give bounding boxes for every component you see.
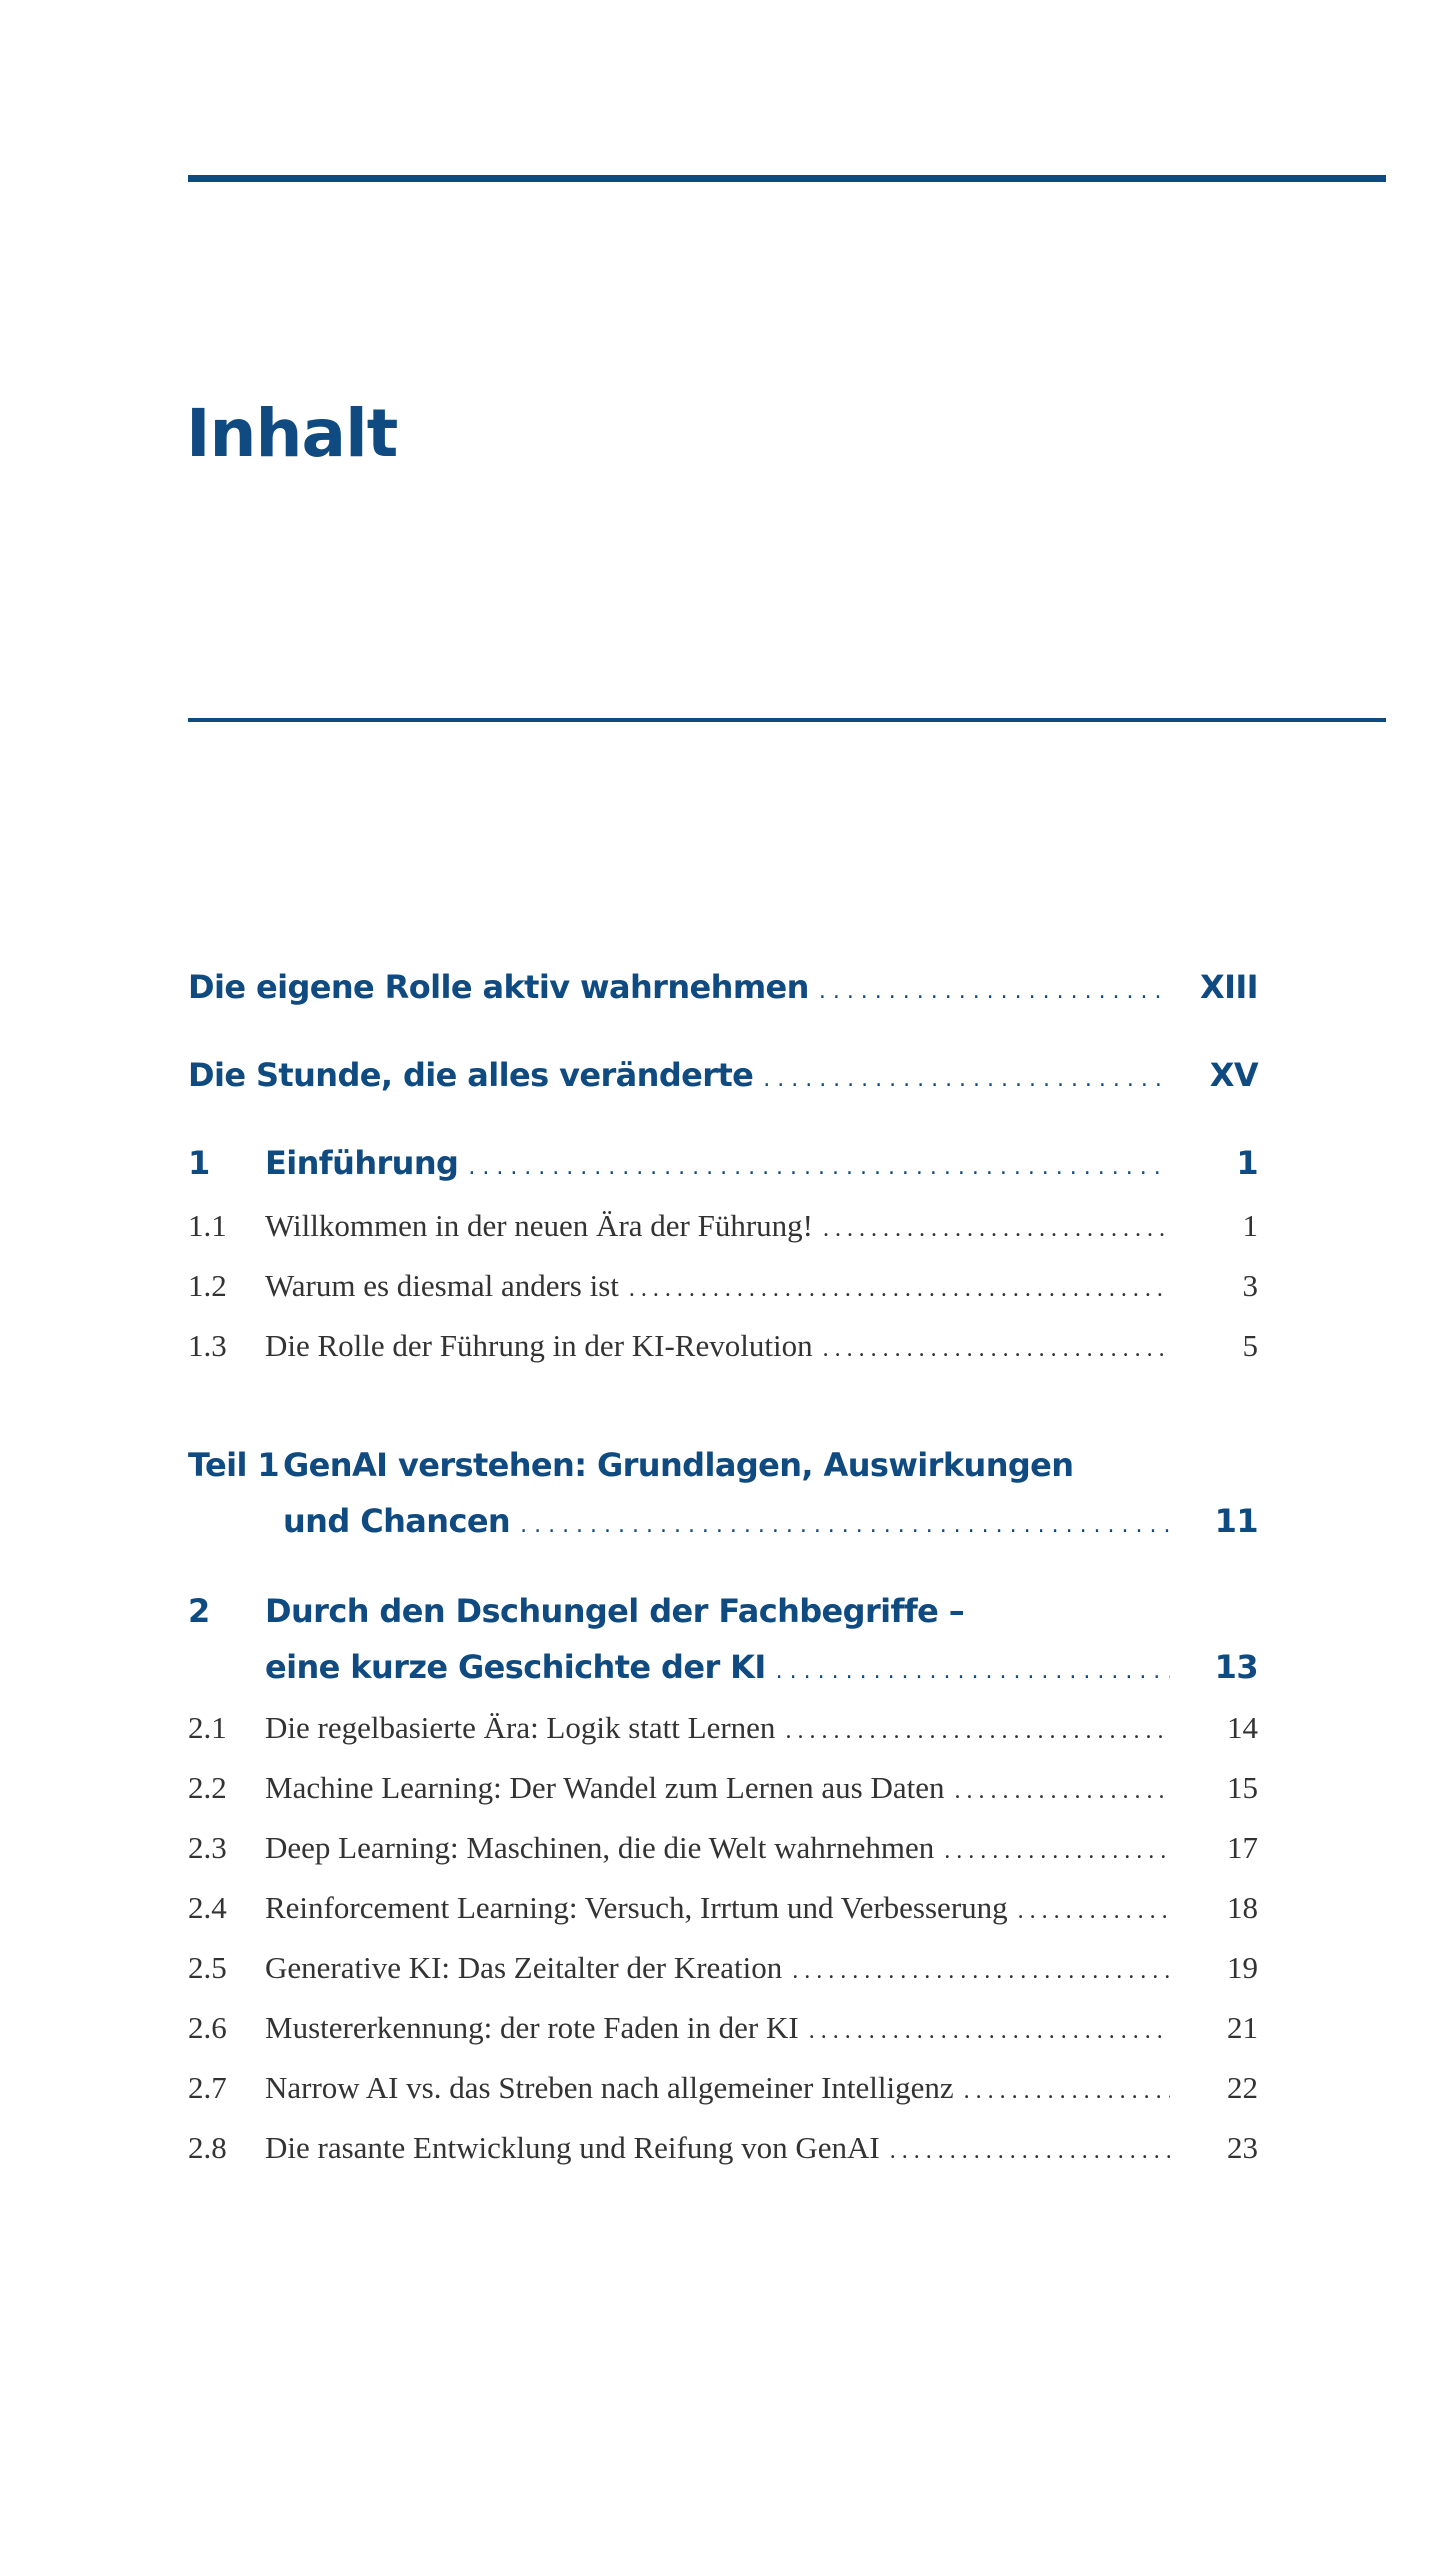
- dot-leader: [520, 1513, 1170, 1538]
- toc-page: 1: [1236, 1144, 1258, 1182]
- toc-entry-2-8[interactable]: [188, 2130, 1258, 2166]
- toc-label: Mustererkennung: der rote Faden in der KI: [265, 2010, 799, 2045]
- toc-number: 1.1: [188, 1208, 227, 1243]
- toc-page: 15: [1227, 1770, 1258, 1805]
- toc-number: 1.2: [188, 1268, 227, 1303]
- toc-entry-1-3[interactable]: [188, 1328, 1258, 1364]
- toc-number: 2.8: [188, 2130, 227, 2165]
- toc-page: 21: [1227, 2010, 1258, 2045]
- toc-number: 2: [188, 1592, 210, 1630]
- title-rule: [188, 718, 1386, 722]
- toc-number: 2.3: [188, 1830, 227, 1865]
- toc-page: 14: [1227, 1710, 1258, 1745]
- dot-leader: [819, 979, 1170, 1004]
- top-rule: [188, 175, 1386, 182]
- toc-label: Generative KI: Das Zeitalter der Kreation: [265, 1950, 783, 1985]
- toc-label: Machine Learning: Der Wandel zum Lernen aus Daten: [265, 1770, 945, 1805]
- toc-page: 3: [1242, 1268, 1258, 1303]
- toc-entry-2-3[interactable]: [188, 1830, 1258, 1866]
- toc-number: Teil 1: [188, 1446, 280, 1484]
- dot-leader: [763, 1067, 1170, 1092]
- toc-page: 13: [1214, 1648, 1258, 1686]
- toc-entry-2-4[interactable]: [188, 1890, 1258, 1926]
- toc-label: Willkommen in der neuen Ära der Führung!: [265, 1208, 813, 1243]
- toc-number: 1: [188, 1144, 210, 1182]
- toc-entry-2-6[interactable]: [188, 2010, 1258, 2046]
- toc-page: 23: [1227, 2130, 1258, 2165]
- toc-entry-2-7[interactable]: [188, 2070, 1258, 2106]
- toc-entry-2-5[interactable]: [188, 1950, 1258, 1986]
- toc-label: Einführung: [265, 1144, 459, 1182]
- toc-number: 2.5: [188, 1950, 227, 1985]
- toc-label: Narrow AI vs. das Streben nach allgemeiner Intelligenz: [265, 2070, 954, 2105]
- dot-leader: [1018, 1898, 1170, 1925]
- toc-label: Die eigene Rolle aktiv wahrnehmen: [188, 968, 809, 1006]
- dot-leader: [785, 1718, 1170, 1745]
- toc-label: GenAI verstehen: Grundlagen, Auswirkungen: [283, 1446, 1074, 1484]
- toc-entry-1-1[interactable]: [188, 1208, 1258, 1244]
- toc-page: 17: [1227, 1830, 1258, 1865]
- toc-entry-2-2[interactable]: [188, 1770, 1258, 1806]
- toc-number: 2.6: [188, 2010, 227, 2045]
- toc-label: Reinforcement Learning: Versuch, Irrtum und Verbesserung: [265, 1890, 1008, 1925]
- toc-label: Die Rolle der Führung in der KI-Revolution: [265, 1328, 813, 1363]
- toc-number: 2.4: [188, 1890, 227, 1925]
- dot-leader: [776, 1659, 1170, 1684]
- toc-entry-front-2[interactable]: [188, 1056, 1258, 1094]
- toc-page: 11: [1214, 1502, 1258, 1540]
- dot-leader: [823, 1216, 1170, 1243]
- dot-leader: [468, 1155, 1170, 1180]
- toc-part-1-first-line[interactable]: [188, 1446, 1073, 1484]
- toc-entry-front-1[interactable]: [188, 968, 1258, 1006]
- dot-leader: [823, 1336, 1170, 1363]
- toc-number: 2.1: [188, 1710, 227, 1745]
- toc-label: Die regelbasierte Ära: Logik statt Lernen: [265, 1710, 776, 1745]
- toc-label: und Chancen: [283, 1502, 511, 1540]
- toc-label: Durch den Dschungel der Fachbegriffe –: [265, 1592, 965, 1630]
- toc-page: 5: [1242, 1328, 1258, 1363]
- dot-leader: [964, 2078, 1170, 2105]
- dot-leader: [890, 2138, 1170, 2165]
- toc-chapter-2-first-line[interactable]: [188, 1592, 964, 1630]
- toc-page: 22: [1227, 2070, 1258, 2105]
- toc-label: Die Stunde, die alles veränderte: [188, 1056, 754, 1094]
- toc-entry-chapter-2[interactable]: [265, 1648, 1258, 1686]
- toc-entry-chapter-1[interactable]: [188, 1144, 1258, 1182]
- toc-part-1[interactable]: [283, 1502, 1258, 1540]
- toc-number: 2.2: [188, 1770, 227, 1805]
- toc-entry-2-1[interactable]: [188, 1710, 1258, 1746]
- toc-label: Die rasante Entwicklung und Reifung von GenAI: [265, 2130, 880, 2165]
- toc-page: 1: [1242, 1208, 1258, 1243]
- toc-label: Warum es diesmal anders ist: [265, 1268, 619, 1303]
- dot-leader: [792, 1958, 1170, 1985]
- toc-page: XV: [1209, 1056, 1258, 1094]
- page-title: Inhalt: [186, 395, 398, 472]
- toc-page: 18: [1227, 1890, 1258, 1925]
- dot-leader: [629, 1276, 1170, 1303]
- dot-leader: [955, 1778, 1170, 1805]
- toc-label: Deep Learning: Maschinen, die die Welt wahrnehmen: [265, 1830, 935, 1865]
- toc-page: XIII: [1200, 968, 1258, 1006]
- toc-page: 19: [1227, 1950, 1258, 1985]
- dot-leader: [944, 1838, 1170, 1865]
- toc-entry-1-2[interactable]: [188, 1268, 1258, 1304]
- toc-label: eine kurze Geschichte der KI: [265, 1648, 766, 1686]
- toc-number: 1.3: [188, 1328, 227, 1363]
- dot-leader: [809, 2018, 1170, 2045]
- toc-number: 2.7: [188, 2070, 227, 2105]
